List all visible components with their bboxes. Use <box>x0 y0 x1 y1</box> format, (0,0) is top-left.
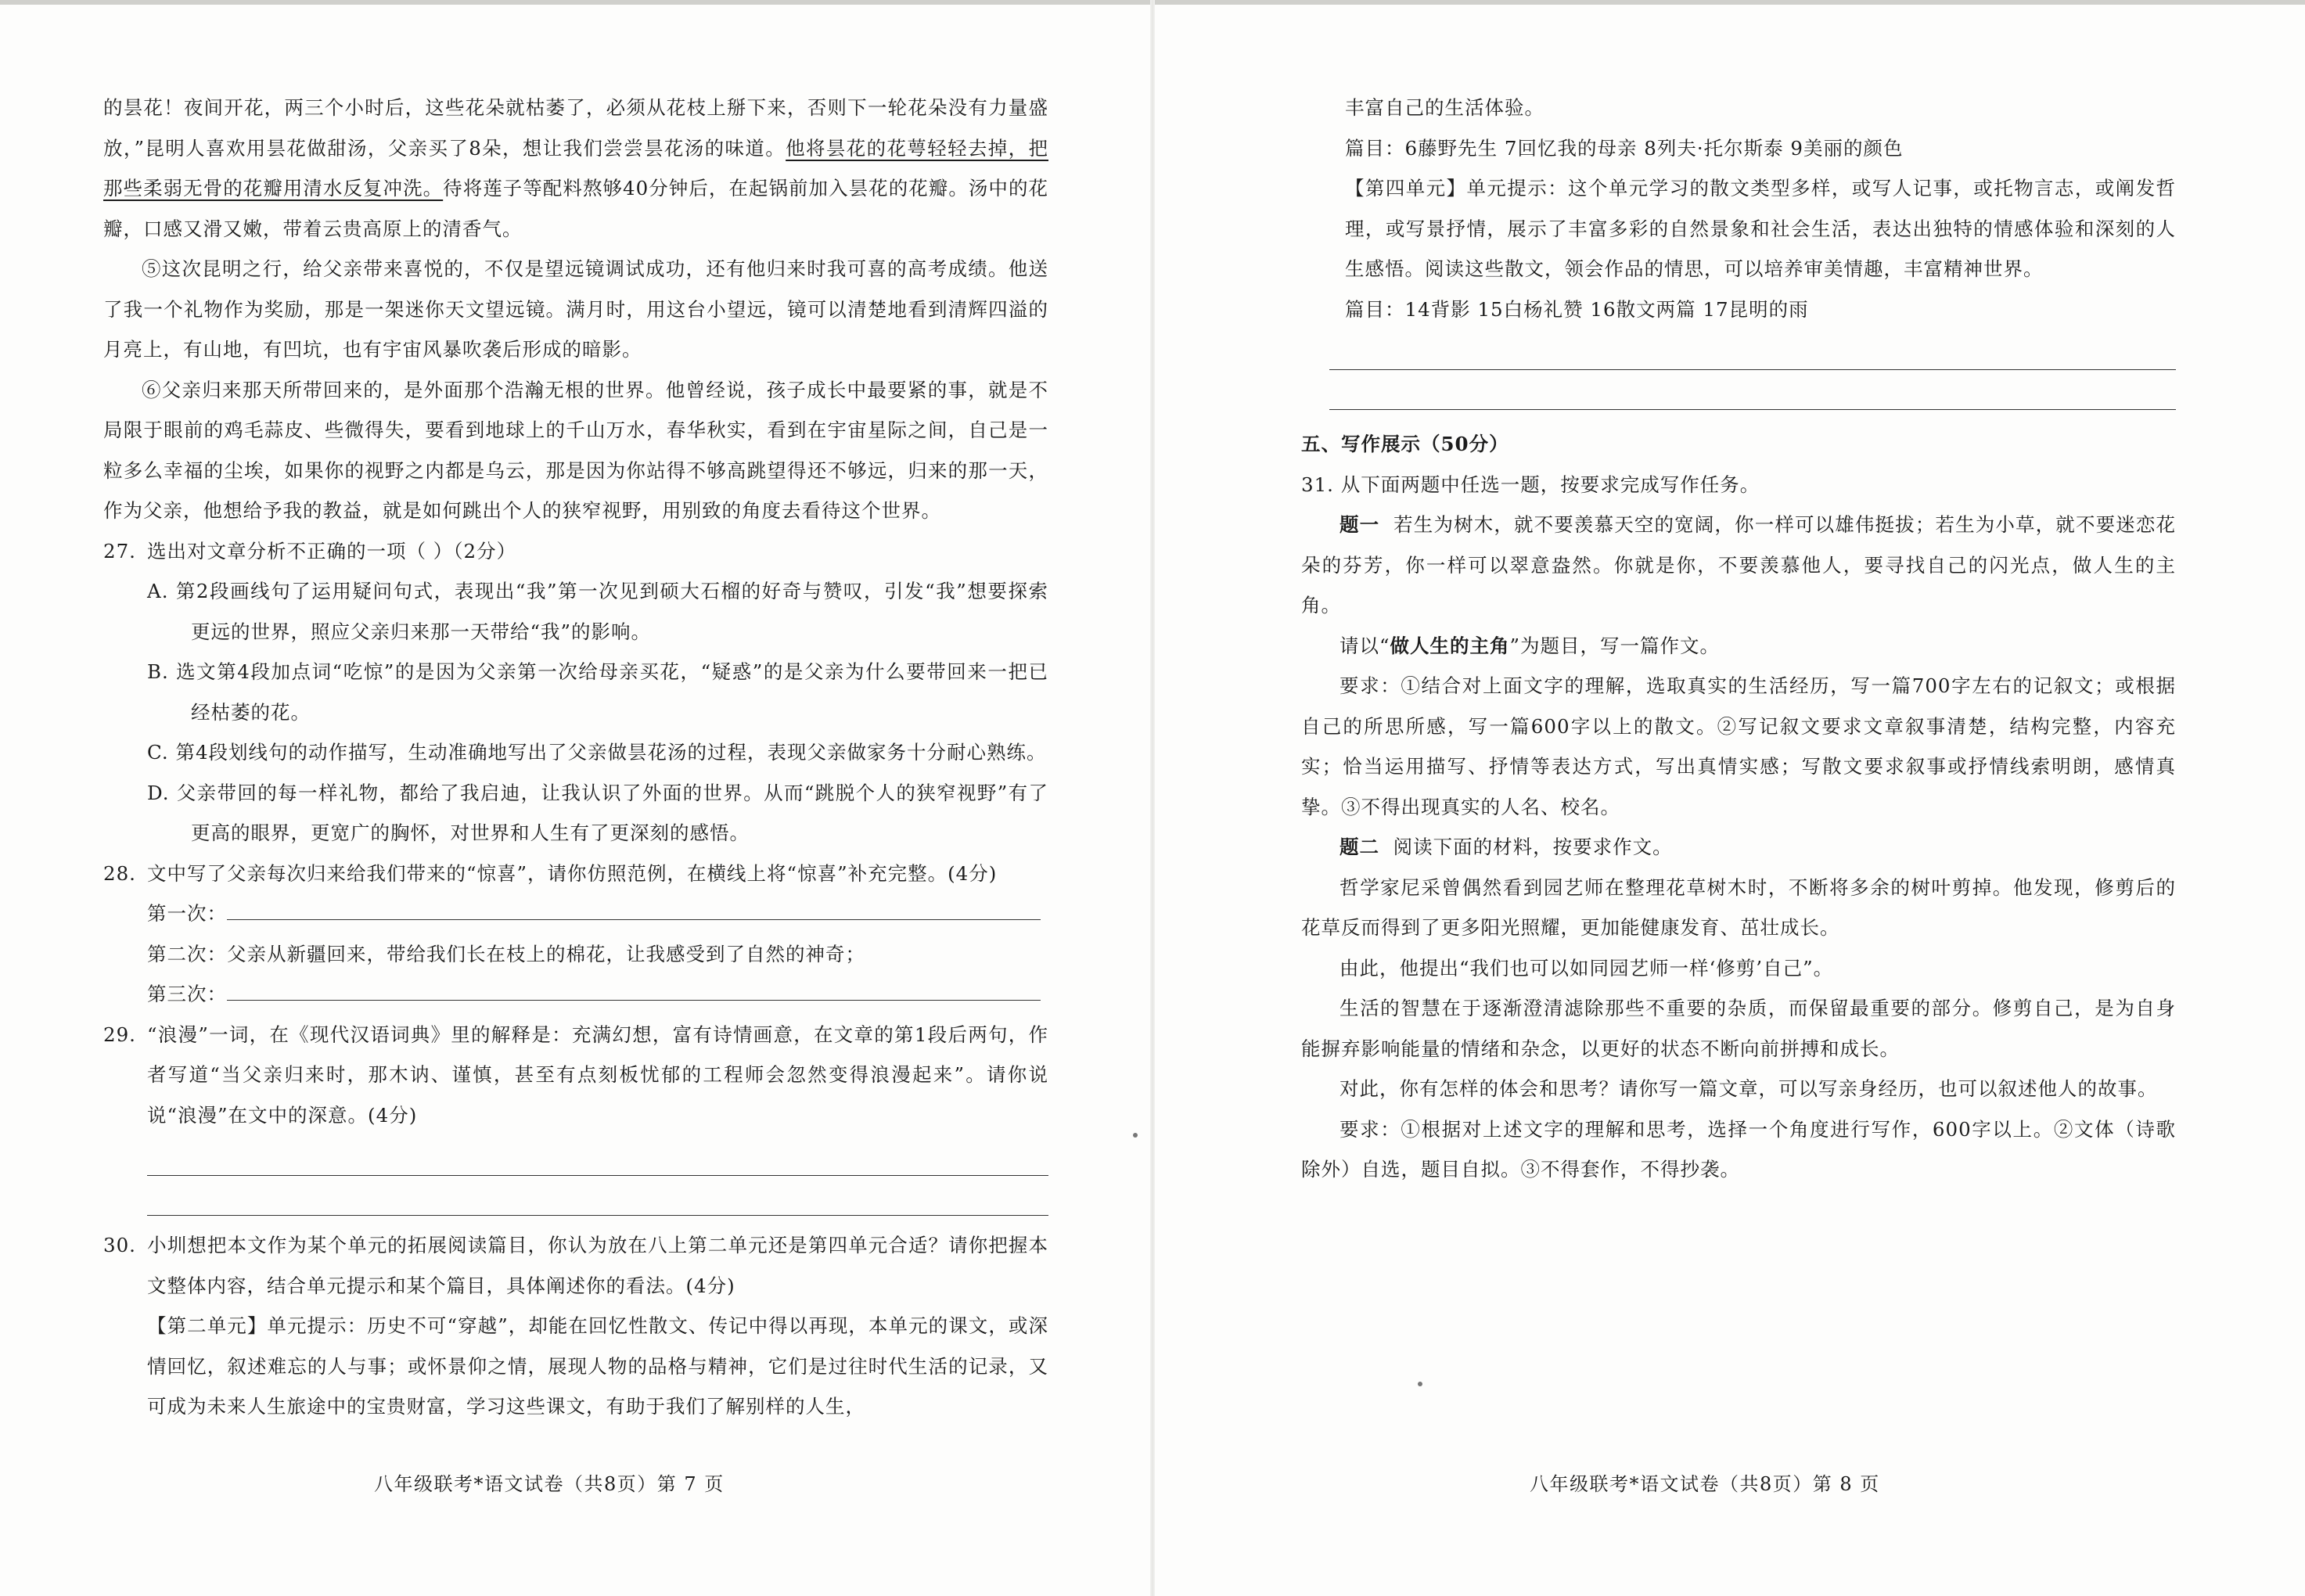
answer-blank[interactable] <box>227 978 1041 1001</box>
q27-option-b: B. 选文第4段加点词“吃惊”的是因为父亲第一次给母亲买花，“疑惑”的是父亲为什么要带回来一把已经枯萎的花。 <box>147 660 1048 724</box>
q28-third: 第三次： <box>103 974 1048 1015</box>
question-31: 31. 从下面两题中任选一题，按要求完成写作任务。 <box>1301 473 1760 496</box>
topic-2-prompt: 对此，你有怎样的体会和思考？请你写一篇文章，可以写亲身经历，也可以叙述他人的故事。 <box>1339 1077 2158 1100</box>
passage-paragraph-5: ⑤这次昆明之行，给父亲带来喜悦的，不仅是望远镜调试成功，还有他归来时我可喜的高考成绩。他送了我一个礼物作为奖励，那是一架迷你天文望远镜。满月时，用这台小望远，镜可以清楚地看到清辉四溢的月亮上，有山地，有凹坑，也有宇宙风暴吹袭后形成的暗影。 <box>103 257 1048 361</box>
q28-second: 第二次：父亲从新疆回来，带给我们长在枝上的棉花，让我感受到了自然的神奇； <box>147 942 865 965</box>
unit-2-article-list: 篇目：6藤野先生 7回忆我的母亲 8列夫·托尔斯泰 9美丽的颜色 <box>1345 136 1904 160</box>
unit-4-hint: 【第四单元】单元提示：这个单元学习的散文类型多样，或写人记事，或托物言志，或阐发哲理，或写景抒情，展示了丰富多彩的自然景象和社会生活，表达出独特的情感体验和深刻的人生感悟。阅读这些散文，领会作品的情思，可以培养审美情趣，丰富精神世界。 <box>1345 177 2176 280</box>
passage-paragraph-4: 的昙花！夜间开花，两三个小时后，这些花朵就枯萎了，必须从花枝上掰下来，否则下一轮花朵没有力量盛放，”昆明人喜欢用昙花做甜汤，父亲买了8朵，想让我们尝尝昙花汤的味道。他将昙花的花萼轻轻去掉，把那些柔弱无骨的花瓣用清水反复冲洗。待将莲子等配料熬够40分钟后，在起锅前加入昙花的花瓣。汤中的花瓣，口感又滑又嫩，带着云贵高原上的清香气。 <box>103 96 1049 240</box>
answer-line[interactable] <box>147 1176 1048 1217</box>
topic-1-requirements: 要求：①结合对上面文字的理解，选取真实的生活经历，写一篇700字左右的记叙文；或根据自己的所思所感，写一篇600字以上的散文。②写记叙文要求文章叙事清楚，结构完整，内容充实；恰当运用描写、抒情等表达方式，写出真情实感；写散文要求叙事或抒情线索明朗，感情真挚。③不得出现真实的人名、校名。 <box>1301 674 2176 818</box>
passage-paragraph-6: ⑥父亲归来那天所带回来的，是外面那个浩瀚无根的世界。他曾经说，孩子成长中最要紧的事，就是不局限于眼前的鸡毛蒜皮、些微得失，要看到地球上的千山万水，春华秋实，看到在宇宙星际之间，自己是一粒多么幸福的尘埃，如果你的视野之内都是乌云，那是因为你站得不够高跳望得还不够远，归来的那一天，作为父亲，他想给予我的教益，就是如何跳出个人的狭窄视野，用别致的角度去看待这个世界。 <box>103 378 1048 522</box>
question-30: 30. 小圳想把本文作为某个单元的拓展阅读篇目，你认为放在八上第二单元还是第四单元合适？请你把握本文整体内容，结合单元提示和某个篇目，具体阐述你的看法。(4分) <box>103 1234 1048 1297</box>
section-title-writing: 五、写作展示（50分） <box>1301 433 1509 455</box>
page-footer: 八年级联考*语文试卷（共8页）第 8 页 <box>1530 1473 1880 1495</box>
exam-page-8 <box>1152 0 2305 1596</box>
answer-line[interactable] <box>1329 370 2176 411</box>
page-7-content <box>103 88 1048 1427</box>
q27-option-c: C. 第4段划线句的动作描写，生动准确地写出了父亲做昙花汤的过程，表现父亲做家务十分耐心熟练。 <box>147 741 1047 764</box>
unit-2-hint-continued: 丰富自己的生活体验。 <box>1345 96 1544 119</box>
topic-2-requirements: 要求：①根据对上述文字的理解和思考，选择一个角度进行写作，600字以上。②文体（诗歌除外）自选，题目自拟。③不得套作，不得抄袭。 <box>1301 1117 2176 1181</box>
question-27: 27. 选出对文章分析不正确的一项（ ）（2分） <box>103 539 517 563</box>
unit-4-article-list: 篇目：14背影 15白杨礼赞 16散文两篇 17昆明的雨 <box>1345 297 1809 321</box>
topic-1-label: 题一 <box>1339 513 1380 536</box>
topic-2-label: 题二 <box>1339 836 1379 858</box>
q27-option-a: A. 第2段画线句了运用疑问句式，表现出“我”第一次见到硕大石榴的好奇与赞叹，引发“我”想要探索更远的世界，照应父亲归来那一天带给“我”的影响。 <box>147 580 1048 643</box>
answer-line[interactable] <box>1329 329 2176 370</box>
answer-blank[interactable] <box>227 897 1041 920</box>
page-footer: 八年级联考*语文试卷（共8页）第 7 页 <box>374 1473 725 1495</box>
topic-2-material-3: 生活的智慧在于逐渐澄清滤除那些不重要的杂质，而保留最重要的部分。修剪自己，是为自身能摒弃影响能量的情绪和杂念，以更好的状态不断向前拼搏和成长。 <box>1301 997 2176 1060</box>
underlined-sentence: 他将昙花的花萼轻轻去掉，把那些柔弱无骨的花瓣用清水反复冲洗。 <box>103 136 1049 200</box>
question-28: 28. 文中写了父亲每次归来给我们带来的“惊喜”，请你仿照范例，在横线上将“惊喜”补充完整。(4分) <box>103 861 998 885</box>
unit-2-hint: 【第二单元】单元提示：历史不可“穿越”，却能在回忆性散文、传记中得以再现，本单元的课文，或深情回忆，叙述难忘的人与事；或怀景仰之情，展现人物的品格与精神，它们是过往时代生活的记录，又可成为未来人生旅途中的宝贵财富，学习这些课文，有助于我们了解别样的人生， <box>147 1314 1048 1418</box>
page-8-content <box>1301 88 2176 1190</box>
topic-2: 题二 阅读下面的材料，按要求作文。 <box>1339 836 1673 858</box>
topic-2-material-1: 哲学家尼采曾偶然看到园艺师在整理花草树木时，不断将多余的树叶剪掉。他发现，修剪后的花草反而得到了更多阳光照耀，更加能健康发育、茁壮成长。 <box>1301 875 2176 939</box>
exam-page-7 <box>0 0 1152 1596</box>
q27-option-d: D. 父亲带回的每一样礼物，都给了我启迪，让我认识了外面的世界。从而“跳脱个人的狭窄视野”有了更高的眼界，更宽广的胸怀，对世界和人生有了更深刻的感悟。 <box>147 781 1048 844</box>
answer-line[interactable] <box>147 1135 1048 1176</box>
topic-1-title: 请以“做人生的主角”为题目，写一篇作文。 <box>1339 634 1721 657</box>
q28-first: 第一次： <box>103 893 1048 934</box>
topic-2-material-2: 由此，他提出“我们也可以如同园艺师一样‘修剪’自己”。 <box>1339 956 1834 980</box>
topic-1: 题一 若生为树木，就不要羡慕天空的宽阔，你一样可以雄伟挺拔；若生为小草，就不要迷恋花朵的芬芳，你一样可以翠意盎然。你就是你，不要羡慕他人，要寻找自己的闪光点，做人生的主角。 <box>1301 513 2177 616</box>
question-29: 29. “浪漫”一词，在《现代汉语词典》里的解释是：充满幻想，富有诗情画意，在文章的第1段后两句，作者写道“当父亲归来时，那木讷、谨慎，甚至有点刻板忧郁的工程师会忽然变得浪漫起来”。请你说说“浪漫”在文中的深意。(4分) <box>103 1023 1048 1127</box>
